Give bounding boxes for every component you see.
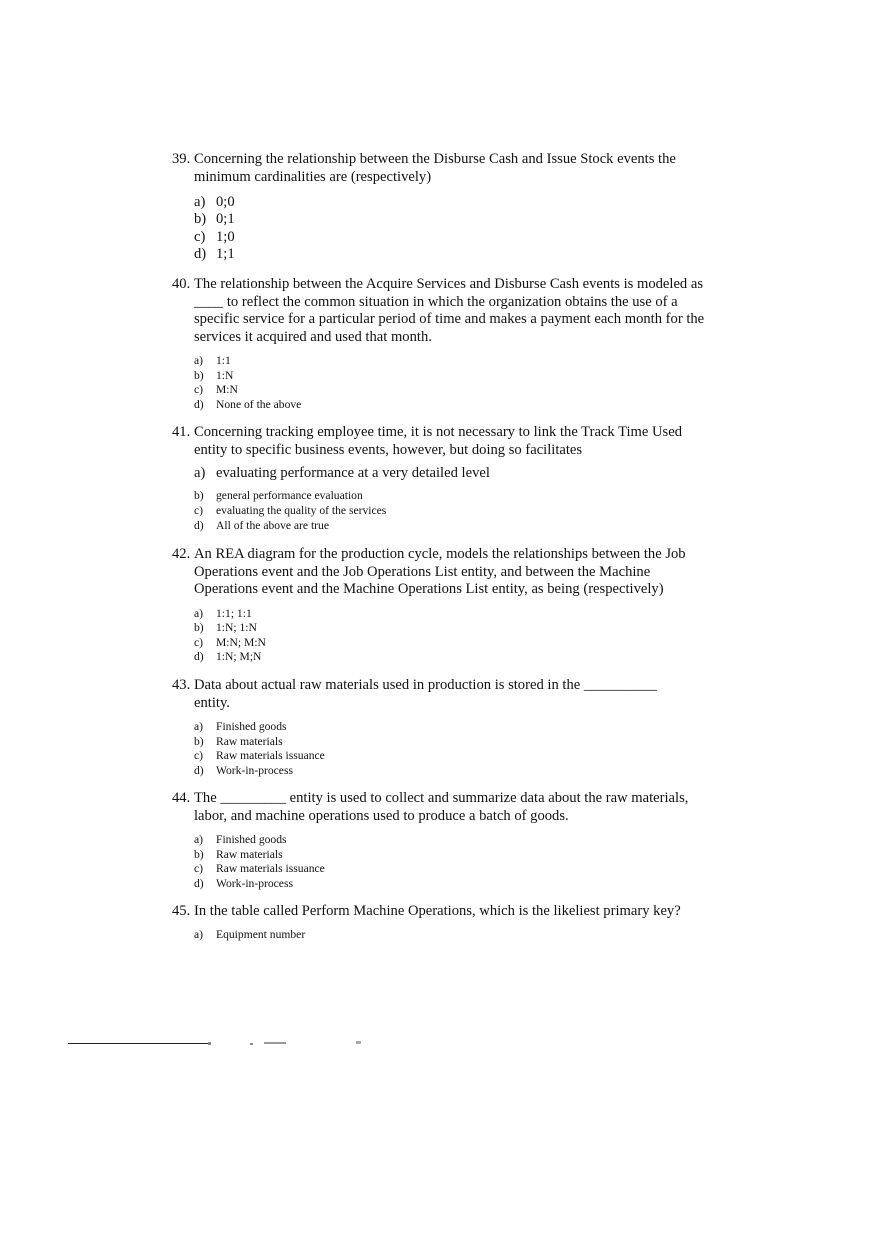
- option-text: 0;1: [216, 211, 235, 228]
- question-number: 42.: [172, 546, 191, 562]
- option-item: [194, 194, 712, 211]
- option-text: Finished goods: [216, 833, 287, 846]
- question-40: [172, 276, 712, 412]
- question-stem: [172, 790, 712, 825]
- option-list: [172, 489, 712, 533]
- option-item: [194, 607, 712, 622]
- option-text: general performance evaluation: [216, 489, 363, 503]
- option-letter: c): [194, 749, 204, 763]
- question-number: 41.: [172, 424, 191, 440]
- option-list: [172, 354, 712, 412]
- option-letter: b): [194, 211, 207, 228]
- question-45: [172, 903, 712, 942]
- option-text: evaluating performance at a very detailed level: [216, 465, 490, 481]
- option-list: [172, 607, 712, 665]
- option-text: All of the above are true: [216, 518, 329, 532]
- option-letter: b): [194, 734, 204, 748]
- option-item: [194, 621, 712, 636]
- option-letter: a): [194, 354, 204, 367]
- option-letter: a): [194, 194, 206, 210]
- question-text: Concerning tracking employee time, it is not necessary to link the Track Time Used entity to specific business events, however, but doing so facilitates: [194, 424, 686, 458]
- option-item: [194, 229, 712, 246]
- option-text: None of the above: [216, 397, 302, 411]
- question-42: [172, 546, 712, 665]
- option-item: [194, 519, 712, 534]
- option-item: [194, 735, 712, 750]
- option-item: [194, 354, 712, 369]
- option-item: [194, 636, 712, 651]
- option-letter: d): [194, 246, 207, 263]
- option-item: [194, 369, 712, 384]
- option-letter: c): [194, 228, 206, 245]
- scan-artifact: [208, 1042, 211, 1045]
- option-item: [194, 928, 712, 943]
- question-text: An REA diagram for the production cycle, models the relationships between the Job Operations event and the Job Operations List entity, and between the Machine Operations event and the Machine Operations List entity, as being (respectively): [194, 546, 690, 597]
- option-list: [172, 928, 712, 943]
- option-item: [194, 246, 712, 263]
- option-text: Raw materials issuance: [216, 749, 325, 763]
- option-text: 1:N; 1:N: [216, 621, 257, 635]
- option-letter: d): [194, 763, 204, 777]
- option-letter: d): [194, 876, 204, 890]
- option-text: 1;0: [216, 228, 235, 245]
- option-list: [172, 194, 712, 264]
- option-letter: c): [194, 862, 204, 876]
- question-stem: [172, 677, 712, 712]
- question-43: [172, 677, 712, 778]
- option-letter: b): [194, 847, 204, 861]
- option-letter: a): [194, 927, 204, 941]
- option-item: [194, 465, 712, 482]
- question-text: The relationship between the Acquire Services and Disburse Cash events is modeled as ____ to reflect the common situation in which the organization obtains the use of a specific service for a particular period of time and makes a payment each month for the services it acquired and used that month.: [194, 276, 708, 345]
- option-letter: c): [194, 635, 204, 649]
- question-stem: [172, 546, 712, 599]
- question-stem: [172, 151, 712, 186]
- option-text: M:N; M:N: [216, 635, 266, 649]
- option-text: 1:1: [216, 354, 231, 367]
- option-item: [194, 833, 712, 848]
- option-list: [172, 720, 712, 778]
- question-text: Concerning the relationship between the Disburse Cash and Issue Stock events the minimum cardinalities are (respectively): [194, 151, 680, 185]
- option-item: [194, 720, 712, 735]
- option-letter: b): [194, 368, 204, 382]
- option-list: [172, 833, 712, 891]
- option-text: Work-in-process: [216, 763, 293, 777]
- option-item: [194, 398, 712, 413]
- question-stem: [172, 424, 712, 459]
- option-letter: d): [194, 650, 204, 664]
- option-item: [194, 504, 712, 519]
- question-text: In the table called Perform Machine Operations, which is the likeliest primary key?: [194, 903, 681, 919]
- option-text: 1:N: [216, 368, 234, 382]
- scan-artifact: [250, 1043, 253, 1045]
- question-number: 43.: [172, 677, 191, 693]
- option-text: Raw materials: [216, 847, 283, 861]
- footnote-divider: [68, 1043, 208, 1044]
- question-stem: [172, 276, 712, 346]
- option-text: Raw materials issuance: [216, 862, 325, 876]
- question-number: 39.: [172, 151, 191, 167]
- option-text: Work-in-process: [216, 876, 293, 890]
- question-number: 40.: [172, 276, 191, 292]
- option-item: [194, 848, 712, 863]
- option-letter: b): [194, 489, 204, 503]
- option-text: Equipment number: [216, 927, 306, 941]
- option-item: [194, 383, 712, 398]
- question-stem: [172, 903, 712, 921]
- option-item: [194, 489, 712, 504]
- question-text: Data about actual raw materials used in production is stored in the __________ entity.: [194, 677, 661, 711]
- scan-artifact: [264, 1042, 286, 1044]
- option-letter: d): [194, 397, 204, 411]
- option-letter: b): [194, 621, 204, 635]
- option-letter: a): [194, 720, 204, 733]
- option-item: [194, 877, 712, 892]
- option-text: evaluating the quality of the services: [216, 504, 387, 517]
- option-item: [194, 749, 712, 764]
- option-letter: d): [194, 518, 204, 532]
- option-item: [194, 862, 712, 877]
- option-item: [194, 764, 712, 779]
- option-text: 1:N; M;N: [216, 650, 262, 664]
- question-41: [172, 424, 712, 533]
- scan-artifact: [356, 1041, 361, 1044]
- option-letter: c): [194, 383, 204, 397]
- option-text: 1;1: [216, 246, 235, 263]
- option-item: [194, 211, 712, 228]
- option-text: 0;0: [216, 194, 235, 210]
- option-letter: a): [194, 833, 204, 846]
- option-list: [172, 465, 712, 482]
- question-number: 44.: [172, 790, 191, 806]
- option-text: M:N: [216, 383, 238, 397]
- option-text: 1:1; 1:1: [216, 606, 252, 620]
- option-text: Finished goods: [216, 720, 287, 733]
- option-letter: c): [194, 504, 204, 517]
- question-39: [172, 151, 712, 264]
- option-item: [194, 650, 712, 665]
- question-44: [172, 790, 712, 891]
- question-text: The _________ entity is used to collect and summarize data about the raw materials, labor, and machine operations used to produce a batch of goods.: [194, 790, 693, 824]
- question-number: 45.: [172, 903, 191, 919]
- option-letter: a): [194, 465, 206, 481]
- option-text: Raw materials: [216, 734, 283, 748]
- option-letter: a): [194, 606, 204, 620]
